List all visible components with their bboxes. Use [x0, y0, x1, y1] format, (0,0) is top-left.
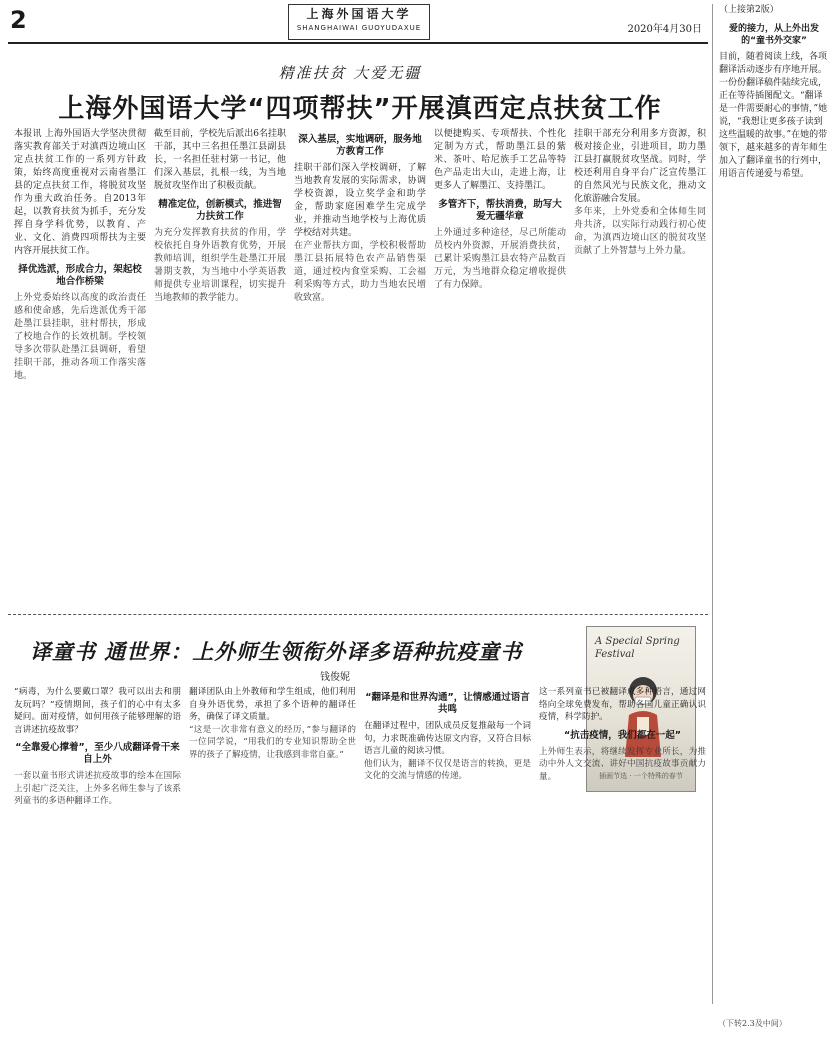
lead-column-1	[14, 128, 146, 608]
lead-column-5	[574, 128, 706, 608]
lead-column-2	[154, 128, 286, 608]
second-paragraph: 翻译团队由上外教师和学生组成，他们利用自身外语优势，承担了多个语种的翻译任务，确保了译文质量。	[189, 687, 356, 722]
second-subhead: “全靠爱心撑着”，至少八成翻译骨干来自上外	[15, 742, 180, 765]
section-divider	[8, 614, 708, 615]
lead-paragraph: 以便捷购买、专项帮扶、个性化定制为方式，帮助墨江县的紫米、茶叶、哈尼族手工艺品等特色产品走出大山，走进上海，让更多人了解墨江、支持墨江。	[434, 129, 566, 191]
second-column-1	[14, 686, 181, 1032]
lead-paragraph: 上外通过多种途径，尽己所能动员校内外资源，开展消费扶贫，已累计采购墨江县农特产品数百万元，为当地群众稳定增收提供了有力保障。	[434, 228, 566, 290]
second-column-2	[189, 686, 356, 1032]
lead-paragraph: 挂职干部充分利用多方资源，积极对接企业，引进项目，助力墨江县打赢脱贫攻坚战。同时，学校还利用自身平台广泛宣传墨江的自然风光与民族文化，推动文化旅游融合发展。	[574, 129, 706, 204]
issue-date: 2020年4月30日	[627, 24, 702, 35]
lead-kicker: 精准扶贫 大爱无疆	[278, 64, 422, 82]
second-byline: 钱俊妮	[320, 672, 350, 683]
paper-pinyin: SHANGHAIWAI GUOYUDAXUE	[296, 24, 422, 32]
second-paragraph: 一套以童书形式讲述抗疫故事的绘本在国际上引起广泛关注，上外多名师生参与了该系列童书的多语种翻译工作。	[14, 771, 181, 806]
second-paragraph: 在翻译过程中，团队成员反复推敲每一个词句，力求既准确传达原文内容，又符合目标语言儿童的阅读习惯。	[364, 721, 531, 756]
second-paragraph: 这一系列童书已被翻译成多种语言，通过网络向全球免费发布，帮助各国儿童正确认识疫情，科学防护。	[539, 687, 706, 722]
second-subhead: “翻译是和世界沟通”，让情感通过语言共鸣	[365, 692, 530, 715]
second-paragraph: 他们认为，翻译不仅仅是语言的转换，更是文化的交流与情感的传递。	[364, 758, 531, 781]
second-headline: 译童书 通世界：上外师生领衔外译多语种抗疫童书	[30, 640, 523, 664]
page-number: 2	[10, 6, 27, 34]
second-story-body	[14, 686, 706, 1032]
lead-paragraph: 为充分发挥教育扶贫的作用，学校依托自身外语教育优势，开展教师培训，组织学生赴墨江开展暑期支教，为当地中小学英语教师提供专业培训课程，切实提升当地教师的教学能力。	[154, 228, 286, 303]
second-column-3	[364, 686, 531, 1032]
lead-subhead: 多管齐下，帮扶消费，助写大爱无疆华章	[438, 199, 562, 222]
lead-paragraph: 挂职干部们深入学校调研，了解当地教育发展的实际需求，协调学校资源，设立奖学金和助学金，帮助家庭困难学生完成学业，并推动当地学校与上海优质学校结对共建。	[294, 163, 426, 238]
lead-subhead: 精准定位，创新模式，推进智力扶贫工作	[158, 199, 282, 222]
lead-column-3	[294, 128, 426, 608]
lead-headline: 上海外国语大学“四项帮扶”开展滇西定点扶贫工作	[58, 94, 662, 124]
book-cover-caption: 插画节选 · 一个特殊的春节	[599, 772, 683, 780]
sidebar-subhead: 爱的接力，从上外出发的“童书外交家”	[728, 24, 819, 46]
second-subhead: “抗击疫情，我们都在一起”	[564, 729, 681, 741]
lead-story-body	[14, 128, 706, 608]
sidebar-paragraph: 目前，随着阅读上线，各项翻译活动逐步有序地开展。一份份翻译稿件陆续完成，正在等待插图配文。“翻译是一件需要耐心的事情，”她说，“我想让更多孩子读到这些温暖的故事。”在她的带领下，越来越多的青年师生加入了翻译童书的行列中，用语言传递爱与希望。	[719, 52, 828, 179]
book-cover-title: A Special Spring Festival	[595, 636, 680, 660]
continued-note: （下转2.3及中间）	[718, 1019, 787, 1028]
lead-subhead: 深入基层，实地调研，服务地方教育工作	[298, 134, 422, 157]
lead-paragraph: 上外党委始终以高度的政治责任感和使命感，先后选派优秀干部赴墨江县挂职，驻村帮扶，形成了校地合作的长效机制。学校领导多次带队赴墨江县调研，看望挂职干部，推动各项工作落实落地。	[14, 293, 146, 381]
lead-paragraph: 截至目前，学校先后派出6名挂职干部，其中三名担任墨江县副县长，一名担任驻村第一书记，他们深入基层，扎根一线，为当地脱贫攻坚作出了积极贡献。	[154, 129, 286, 191]
masthead	[8, 2, 708, 44]
second-column-4	[539, 686, 706, 1032]
lead-paragraph: 多年来，上外党委和全体师生同舟共济，以实际行动践行初心使命，为滇西边境山区的脱贫攻坚贡献了上外智慧与上外力量。	[574, 207, 706, 256]
lead-paragraph: 在产业帮扶方面，学校积极帮助墨江县拓展特色农产品销售渠道，通过校内食堂采购、工会福利采购等方式，助力当地农民增收致富。	[294, 241, 426, 303]
lead-column-4	[434, 128, 566, 608]
continued-sidebar	[712, 4, 828, 1004]
second-paragraph: “病毒，为什么要戴口罩？我可以出去和朋友玩吗？”疫情期间，孩子们的心中有太多疑问。面对疫情，如何用孩子能够理解的语言讲述抗疫故事？	[14, 687, 181, 735]
second-paragraph: 上外师生表示，将继续发挥专业所长，为推动中外人文交流、讲好中国抗疫故事贡献力量。	[539, 746, 706, 782]
paper-logo	[288, 4, 430, 40]
lead-subhead: 择优选派，形成合力，架起校地合作桥梁	[18, 264, 142, 287]
second-paragraph: “这是一次非常有意义的经历，”参与翻译的一位同学说，“用我们的专业知识帮助全世界的孩子了解疫情，让我感到非常自豪。”	[189, 724, 356, 760]
paper-name: 上海外国语大学	[306, 7, 412, 21]
lead-paragraph: 本报讯 上海外国语大学坚决贯彻落实教育部关于对滇西边境山区定点扶贫工作的一系列方针政策，始终高度重视对云南省墨江县的定点扶贫工作，将脱贫攻坚作为重大政治任务。自2013年起，以教育扶贫为抓手，充分发挥自身学科优势，以教育、产业、文化、消费四项帮扶为主要内容开展扶贫工作。	[14, 129, 146, 256]
sidebar-label: （上接第2版）	[719, 5, 779, 15]
